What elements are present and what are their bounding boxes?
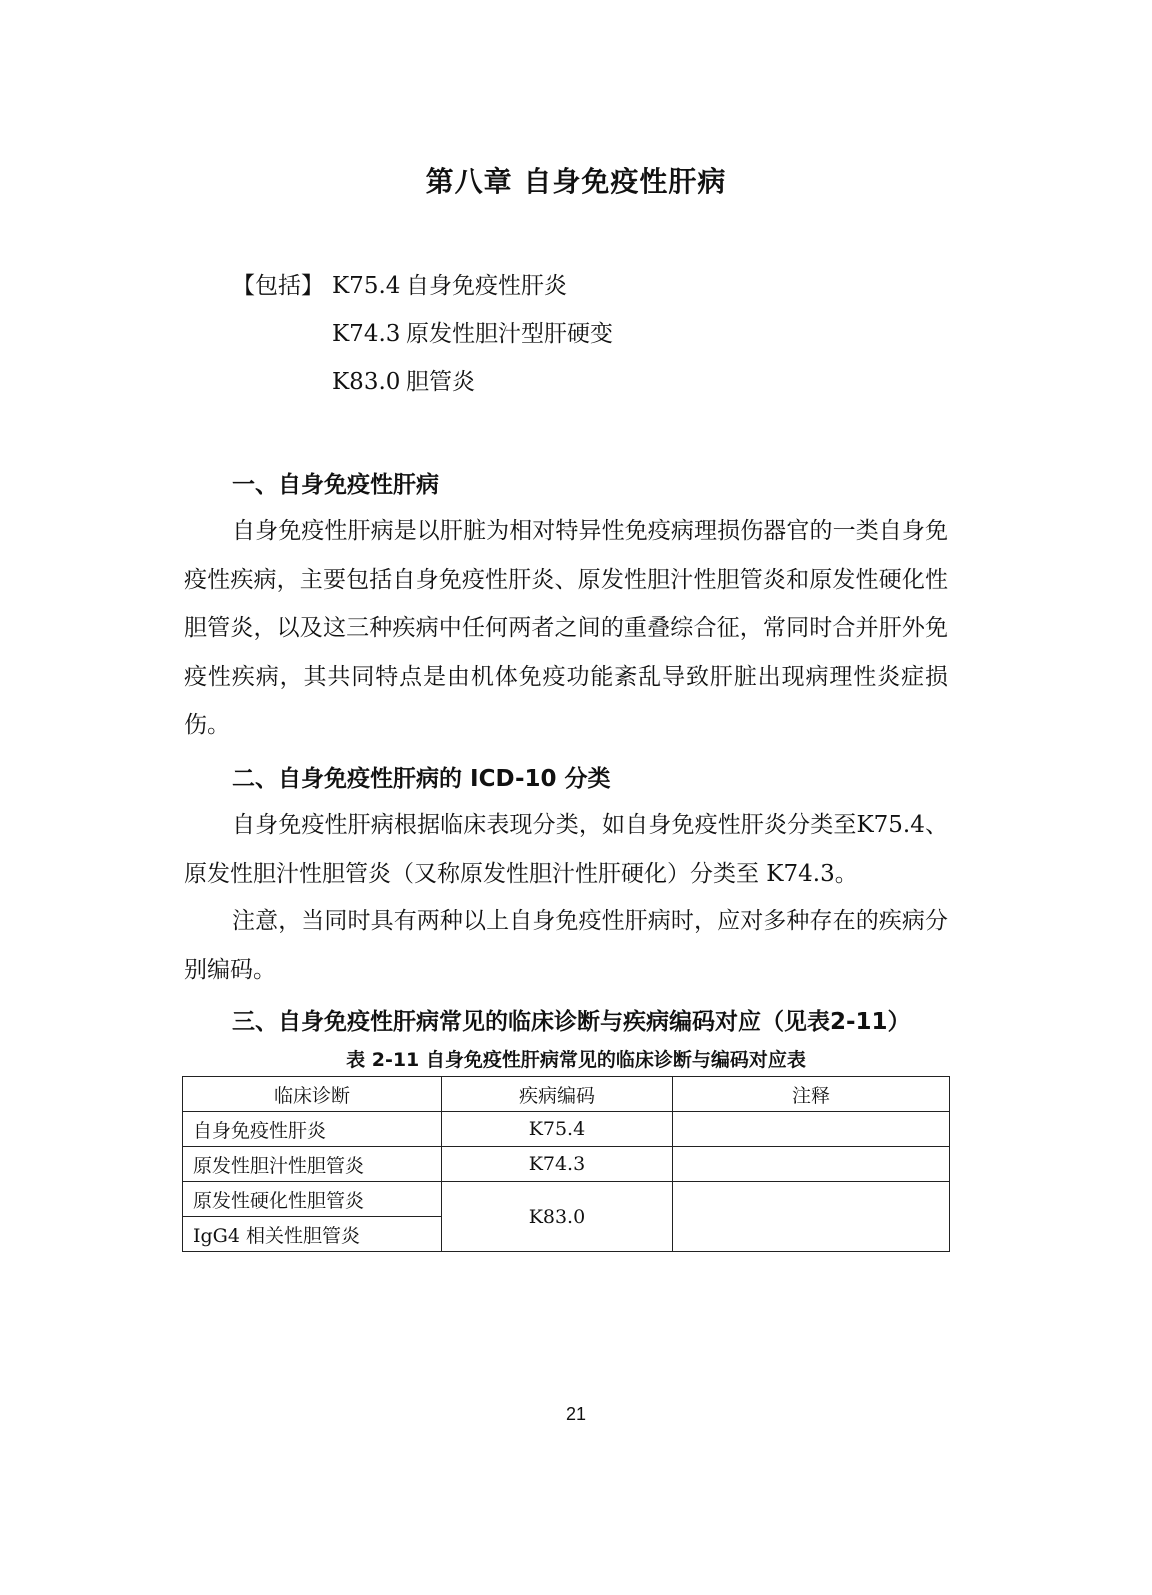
column-header-note: 注释 bbox=[672, 1077, 949, 1112]
include-name: 原发性胆汁型肝硬变 bbox=[406, 321, 613, 347]
note-cell-merged bbox=[672, 1182, 949, 1252]
page-number: 21 bbox=[565, 1404, 587, 1424]
column-header-diagnosis: 临床诊断 bbox=[183, 1077, 442, 1112]
include-name: 自身免疫性肝炎 bbox=[406, 273, 567, 299]
include-row bbox=[232, 364, 613, 412]
include-code: K75.4 bbox=[332, 273, 401, 299]
section-3-heading: 三、自身免疫性肝病常见的临床诊断与疾病编码对应（见表2-11） bbox=[232, 1009, 911, 1035]
table-caption: 表 2-11 自身免疫性肝病常见的临床诊断与编码对应表 bbox=[346, 1049, 806, 1071]
section-1-heading: 一、自身免疫性肝病 bbox=[232, 472, 439, 498]
table-header-row bbox=[183, 1077, 950, 1112]
includes-block bbox=[232, 268, 613, 412]
note-cell bbox=[672, 1147, 949, 1182]
section-2-paragraph-1: 自身免疫性肝病根据临床表现分类，如自身免疫性肝炎分类至K75.4、原发性胆汁性胆管炎（又称原发性胆汁性肝硬化）分类至 K74.3。 bbox=[184, 812, 948, 887]
diagnosis-cell: 原发性硬化性胆管炎 bbox=[183, 1182, 442, 1217]
diagnosis-cell: 原发性胆汁性胆管炎 bbox=[183, 1147, 442, 1182]
include-code: K83.0 bbox=[332, 369, 401, 395]
diagnosis-code-table bbox=[182, 1076, 950, 1252]
column-header-code: 疾病编码 bbox=[442, 1077, 673, 1112]
diagnosis-cell: 自身免疫性肝炎 bbox=[183, 1112, 442, 1147]
table-row bbox=[183, 1112, 950, 1147]
section-1-paragraph: 自身免疫性肝病是以肝脏为相对特异性免疫病理损伤器官的一类自身免疫性疾病，主要包括自身免疫性肝炎、原发性胆汁性胆管炎和原发性硬化性胆管炎，以及这三种疾病中任何两者之间的重叠综合征，常同时合并肝外免疫性疾病，其共同特点是由机体免疫功能紊乱导致肝脏出现病理性炎症损伤。 bbox=[184, 518, 948, 738]
code-cell: K75.4 bbox=[442, 1112, 673, 1147]
note-cell bbox=[672, 1112, 949, 1147]
include-row bbox=[232, 316, 613, 364]
diagnosis-cell: IgG4 相关性胆管炎 bbox=[183, 1217, 442, 1252]
table-row bbox=[183, 1182, 950, 1217]
section-2-paragraph-2: 注意，当同时具有两种以上自身免疫性肝病时，应对多种存在的疾病分别编码。 bbox=[184, 908, 948, 983]
include-code: K74.3 bbox=[332, 321, 401, 347]
code-cell: K74.3 bbox=[442, 1147, 673, 1182]
section-2-heading: 二、自身免疫性肝病的 ICD-10 分类 bbox=[232, 766, 611, 792]
table-row bbox=[183, 1147, 950, 1182]
code-cell-merged: K83.0 bbox=[442, 1182, 673, 1252]
chapter-title: 第八章 自身免疫性肝病 bbox=[425, 165, 727, 198]
include-label: 【包括】 bbox=[232, 273, 324, 299]
include-row bbox=[232, 268, 613, 316]
include-name: 胆管炎 bbox=[406, 369, 475, 395]
